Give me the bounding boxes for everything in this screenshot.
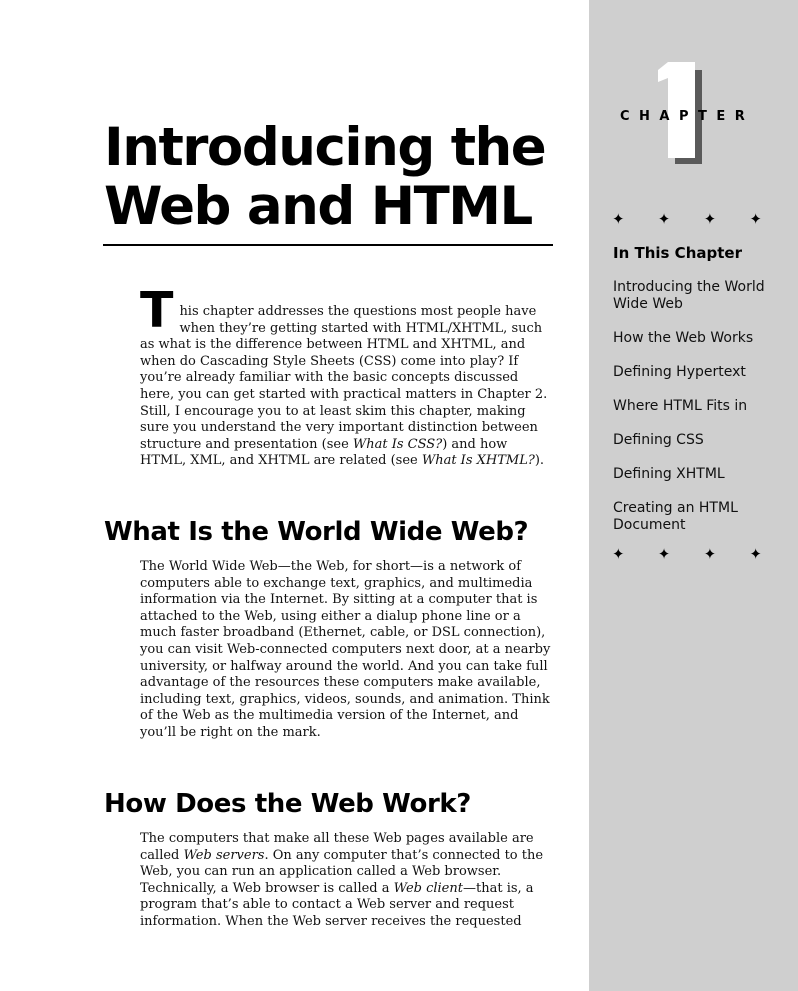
- chapter-contents-item: Where HTML Fits in: [613, 398, 748, 414]
- body-text-part: —that is, a program that’s able to contact a Web server and request information. When the Web server receives the requested: [140, 880, 534, 929]
- intro-text-part: ) and how HTML, XML, and XHTML are related (see: [140, 436, 508, 469]
- chapter-contents-list: [613, 279, 773, 551]
- star-ornament-icon: ✦: [749, 545, 762, 563]
- chapter-contents-item: Introducing the World Wide Web: [613, 279, 765, 312]
- star-ornament-icon: ✦: [657, 210, 671, 228]
- defined-term: Web servers: [183, 847, 265, 863]
- star-ornament-icon: ✦: [703, 545, 717, 563]
- chapter-number-flag: [658, 62, 668, 82]
- chapter-title-line: Web and HTML: [104, 176, 532, 237]
- title-rule: [103, 244, 553, 246]
- section-body-www: The World Wide Web—the Web, for short—is a network of computers able to exchange text, graphics, and multimedia information via the Internet. By sitting at a computer that is attached to the Web, using either a dialup phone line or a much faster broadband (Ethernet, cable, or DSL connection), you can visit Web-connected computers next door, at a nearby university, or halfway around the world. And you can take full advantage of the resources these computers make available, including text, graphics, videos, sounds, and animation. Think of the Web as the multimedia version of the Internet, and you’ll be right on the mark.: [140, 559, 551, 740]
- star-ornament-icon: ✦: [703, 210, 717, 228]
- chapter-contents-item: How the Web Works: [613, 330, 754, 346]
- body-text-part: The computers that make all these Web pages available are called: [140, 831, 534, 863]
- section-heading-how: How Does the Web Work?: [104, 789, 471, 819]
- chapter-contents-item: Creating an HTML Document: [613, 500, 738, 533]
- section-body-how: [140, 831, 554, 931]
- intro-text-part: ).: [534, 453, 545, 469]
- intro-text-part: his chapter addresses the questions most people have when they’re getting started with HTML/XHTML, such as what is the difference between HTML and XHTML, and when do Cascading Style Sheets (CSS) come into play? If you’re already familiar with the basic concepts discussed here, you can get started with practical matters in Chapter 2. Still, I encourage you to at least skim this chapter, making sure you understand the very important distinction between structure and presentation (see: [140, 304, 548, 452]
- defined-term: Web client: [393, 880, 463, 896]
- intro-text: [140, 282, 554, 470]
- cross-reference: What Is XHTML?: [421, 453, 535, 469]
- intro-paragraph: [140, 282, 554, 470]
- chapter-contents-item: Defining CSS: [613, 432, 704, 448]
- star-ornament-icon: ✦: [657, 545, 671, 563]
- drop-cap: T: [140, 282, 174, 339]
- star-ornament-icon: ✦: [612, 210, 625, 228]
- in-this-chapter-heading: In This Chapter: [613, 244, 742, 262]
- ornament-row-bottom: [612, 547, 762, 562]
- star-ornament-icon: ✦: [749, 210, 762, 228]
- chapter-label: CHAPTER: [620, 109, 755, 124]
- chapter-contents-item: Defining XHTML: [613, 466, 725, 482]
- ornament-row-top: [612, 212, 762, 227]
- chapter-title-line: Introducing the: [104, 117, 546, 178]
- chapter-title: [104, 118, 574, 236]
- star-ornament-icon: ✦: [612, 545, 625, 563]
- chapter-contents-item: Defining Hypertext: [613, 364, 746, 380]
- body-text-part: . On any computer that’s connected to the Web, you can run an application called a Web browser. Technically, a Web browser is called a: [140, 847, 544, 896]
- cross-reference: What Is CSS?: [352, 436, 443, 452]
- section-heading-www: What Is the World Wide Web?: [104, 517, 529, 547]
